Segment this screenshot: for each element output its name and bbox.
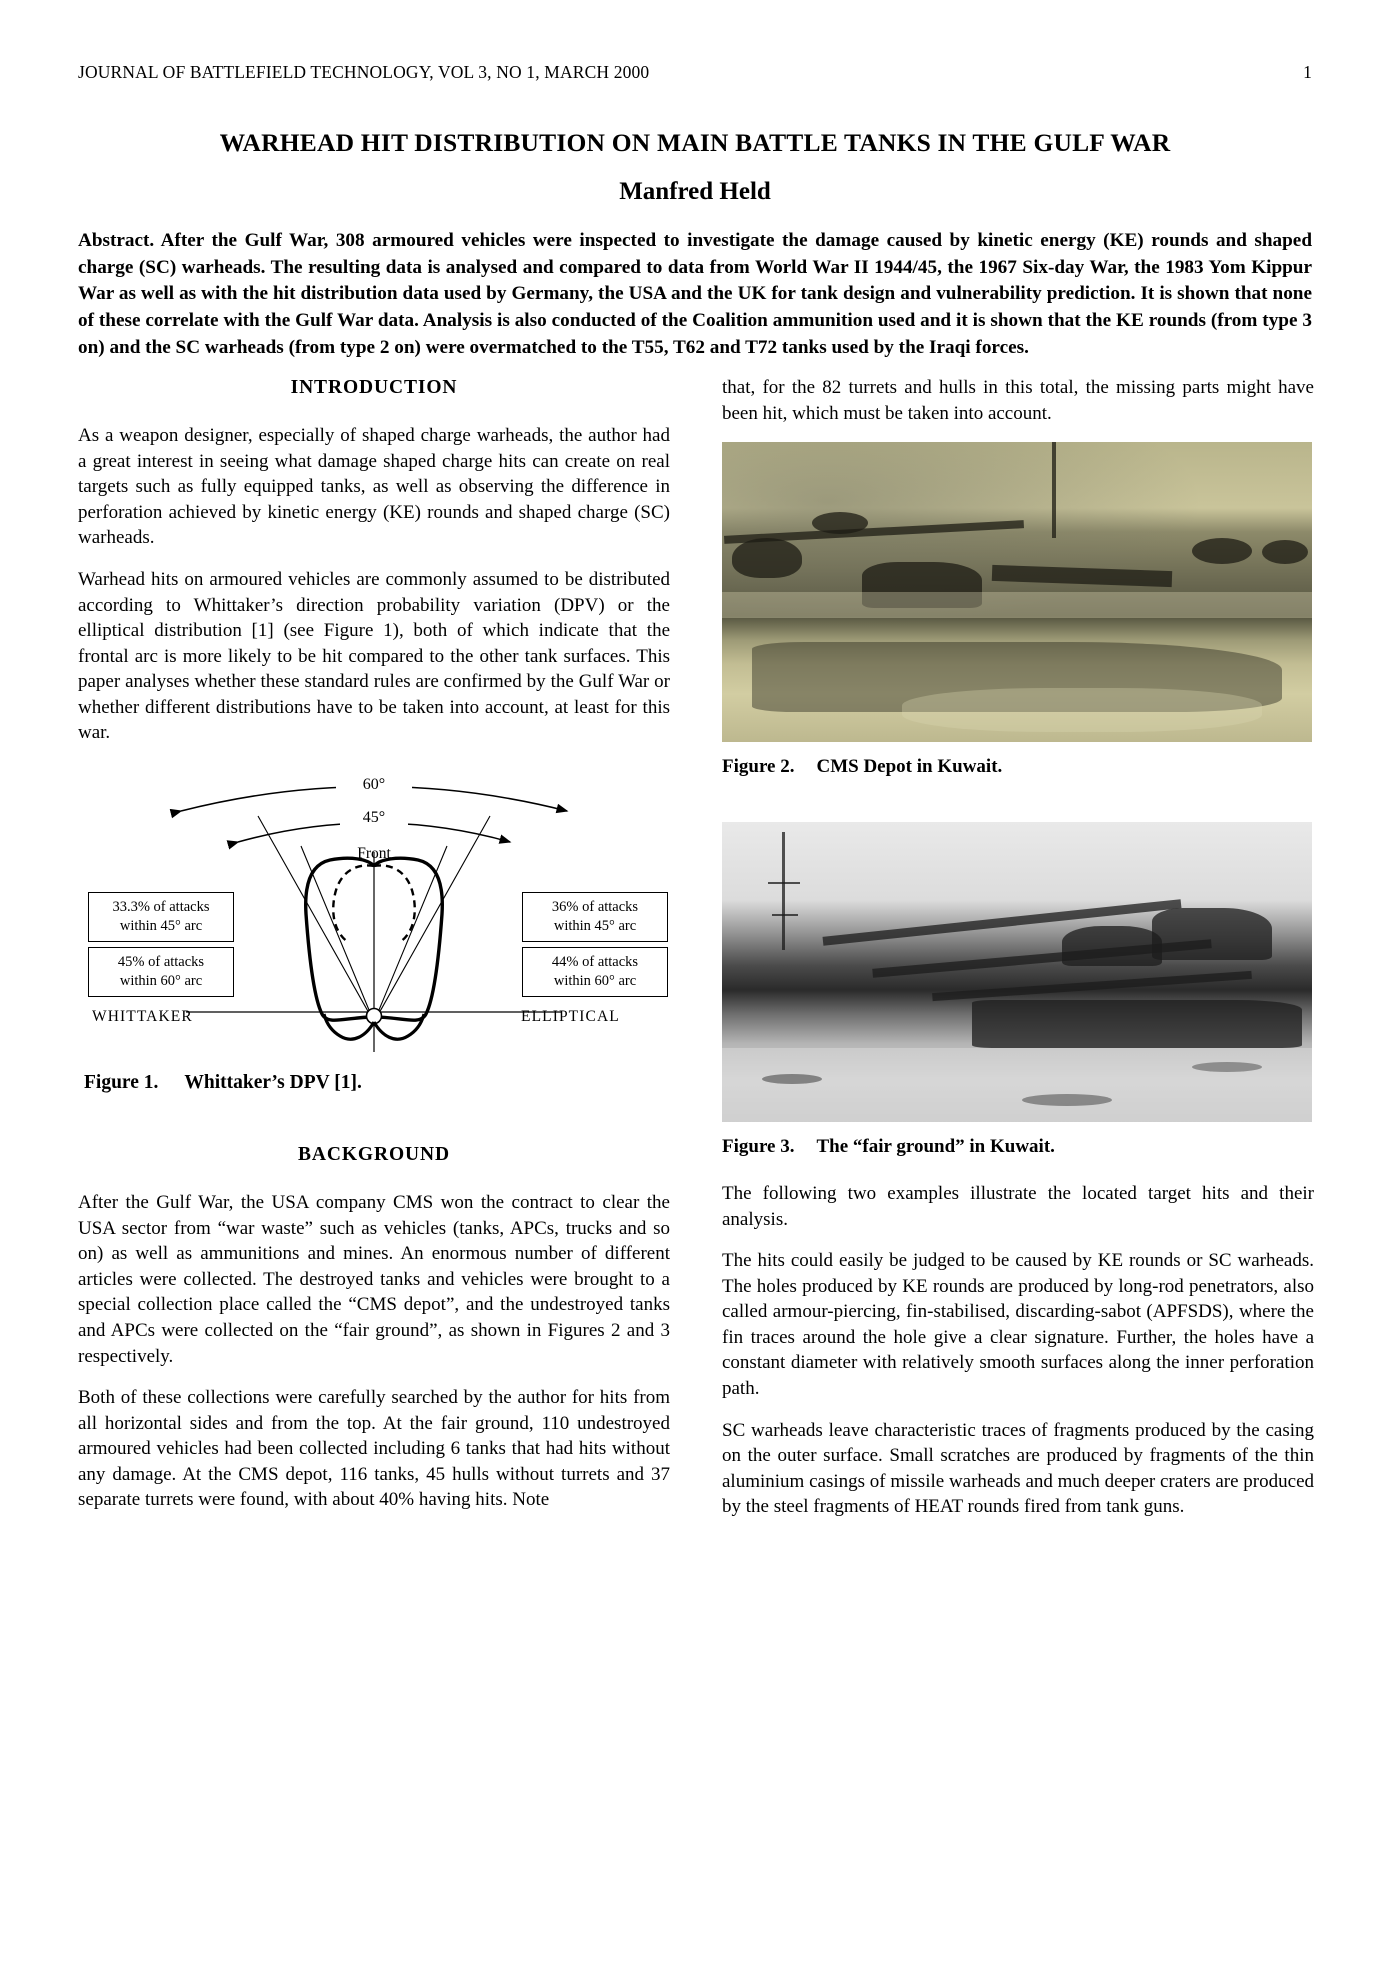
paragraph-introduction-2: Warhead hits on armoured vehicles are commonly assumed to be distributed according to Whittaker’s direction probability variation (DPV) or the elliptical distribution [1] (see Figure 1), both of which indicate that the frontal arc is more likely to be hit compared to the other tank surfaces. This paper analyses whether these standard rules are confirmed by the Gulf War or whether different distributions have to be taken into account, at least for this war. <box>78 568 670 744</box>
pylon-crossarm-1 <box>768 882 800 884</box>
ground-foreground <box>722 1048 1312 1122</box>
figure-3-caption <box>722 1134 1314 1160</box>
section-heading-introduction: INTRODUCTION <box>290 377 458 398</box>
elliptical-45-arc-line2: within 45° arc <box>553 918 637 935</box>
arc-60-label: 60° <box>362 775 386 793</box>
figure-1-diagram <box>78 764 670 1064</box>
whittaker-60-arc-line2: within 60° arc <box>119 973 203 990</box>
figure-2-photograph <box>722 442 1312 742</box>
paragraph-right-2: The following two examples illustrate the located target hits and their analysis. <box>722 1183 1314 1230</box>
ground-rubble-1 <box>762 1074 822 1084</box>
elliptical-dashed-lobe <box>374 865 415 942</box>
whittaker-45-arc-line1: 33.3% of attacks <box>112 898 210 915</box>
abstract-text: Abstract. After the Gulf War, 308 armoured vehicles were inspected to investigate the damage caused by kinetic energy (KE) rounds and shaped charge (SC) warheads. The resulting data is analysed and compared to data from World War II 1944/45, the 1967 Six-day War, the 1983 Yom Kippur War as well as with the hit distribution data used by Germany, the USA and the UK for tank design and vulnerability prediction. It is shown that none of these correlate with the Gulf War data. Analysis is also conducted of the Coalition ammunition used and it is shown that the KE rounds (from type 3 on) and the SC warheads (from type 2 on) were overmatched to the T55, T62 and T72 tanks used by the Iraqi forces. <box>78 230 1312 358</box>
origin-hub <box>367 1008 382 1023</box>
journal-citation-line: JOURNAL OF BATTLEFIELD TECHNOLOGY, VOL 3, NO 1, MARCH 2000 <box>78 62 650 82</box>
whittaker-model-label: WHITTAKER <box>92 1007 193 1025</box>
front-direction-label: Front <box>357 844 391 862</box>
figure-1-label: Figure 1. <box>84 1071 159 1093</box>
paragraph-background-2: Both of these collections were carefully searched by the author for hits from all horizontal sides and from the top. At the fair ground, 110 undestroyed armoured vehicles had been collected including 6 tanks that had hits without any damage. At the CMS depot, 116 tanks, 45 hulls without turrets and 37 separate turrets were found, with about 40% having hits. Note <box>78 1387 670 1511</box>
paragraph-background-1: After the Gulf War, the USA company CMS won the contract to clear the USA sector from “war waste” such as vehicles (tanks, APCs, trucks and so on) as well as ammunitions and mines. An enormous number of different articles were collected. The destroyed tanks and vehicles were brought to a special collection place called the “CMS depot”, and the undestroyed tanks and APCs were collected on the “fair ground”, as shown in Figures 2 and 3 respectively. <box>78 1192 670 1367</box>
arc-45-label: 45° <box>362 808 386 826</box>
elliptical-60-arc-box <box>522 947 668 998</box>
page-title: WARHEAD HIT DISTRIBUTION ON MAIN BATTLE TANKS IN THE GULF WAR <box>219 128 1171 157</box>
tank-hull-row <box>972 1000 1302 1048</box>
figure-3-caption-text: The “fair ground” in Kuwait. <box>816 1135 1055 1157</box>
whittaker-45-arc-box <box>88 892 234 943</box>
tank-turret-row <box>1152 908 1272 960</box>
right-column <box>722 375 1314 1520</box>
distant-turret-1 <box>1192 538 1252 564</box>
pylon-mast <box>782 832 785 950</box>
pylon-crossarm-2 <box>772 914 798 916</box>
elliptical-model-label: ELLIPTICAL <box>521 1007 620 1025</box>
elliptical-60-arc-line2: within 60° arc <box>553 973 637 990</box>
page-number: 1 <box>1303 62 1312 82</box>
tank-gun-barrel-3 <box>932 970 1252 1000</box>
figure-2-label: Figure 2. <box>722 756 795 778</box>
distant-wreck-row <box>992 565 1172 587</box>
paragraph-right-1: that, for the 82 turrets and hulls in this total, the missing parts might have been hit, which must be taken into account. <box>722 377 1314 424</box>
elliptical-60-arc-line1: 44% of attacks <box>551 953 639 970</box>
distant-turret-2 <box>1262 540 1308 564</box>
figure-3-photograph <box>722 822 1312 1122</box>
elliptical-45-arc-line1: 36% of attacks <box>551 898 639 915</box>
paragraph-right-3: The hits could easily be judged to be caused by KE rounds or SC warheads. The holes produced by KE rounds are produced by long-rod penetrators, also called armour-piercing, fin-stabilised, discarding-sabot (APFSDS), where the fin traces around the hole give a clear signature. Further, the holes have a constant diameter with relatively smooth surfaces along the inner perforation path. <box>722 1250 1314 1400</box>
antenna-mast-1 <box>1052 442 1056 538</box>
paragraph-right-4: SC warheads leave characteristic traces of fragments produced by the casing on the outer surface. Small scratches are produced by fragments of the thin aluminium casings of missile warheads and much deeper craters are produced by the steel fragments of HEAT rounds fired from tank guns. <box>722 1419 1314 1518</box>
hatch-shape <box>812 512 868 534</box>
whittaker-45-arc-line2: within 45° arc <box>119 918 203 935</box>
paragraph-introduction-1: As a weapon designer, especially of shaped charge warheads, the author had a great interest in seeing what damage shaped charge hits can create on real targets such as fully equipped tanks, as well as observing the difference in perforation achieved by kinetic energy (KE) rounds and shaped charge (SC) warheads. <box>78 425 670 549</box>
sand-patch <box>902 688 1262 732</box>
ground-rubble-3 <box>1192 1062 1262 1072</box>
whittaker-60-arc-line1: 45% of attacks <box>117 953 205 970</box>
elliptical-45-arc-box <box>522 892 668 943</box>
running-head <box>78 62 1312 83</box>
figure-1-caption-text: Whittaker’s DPV [1]. <box>184 1071 362 1093</box>
figure-2-caption <box>722 754 1314 780</box>
figure-2-caption-text: CMS Depot in Kuwait. <box>816 756 1003 778</box>
figure-1-caption <box>78 1070 670 1096</box>
whittaker-60-arc-box <box>88 947 234 998</box>
section-heading-background: BACKGROUND <box>297 1144 450 1165</box>
figure-3-label: Figure 3. <box>722 1135 795 1157</box>
ground-haze-band <box>722 592 1312 618</box>
whittaker-dashed-lobe <box>333 865 374 942</box>
turret-shape-left <box>732 538 802 578</box>
tank-turret-mid <box>1062 926 1162 966</box>
left-column <box>78 375 670 1513</box>
author-name: Manfred Held <box>619 178 771 205</box>
ground-rubble-2 <box>1022 1094 1112 1106</box>
